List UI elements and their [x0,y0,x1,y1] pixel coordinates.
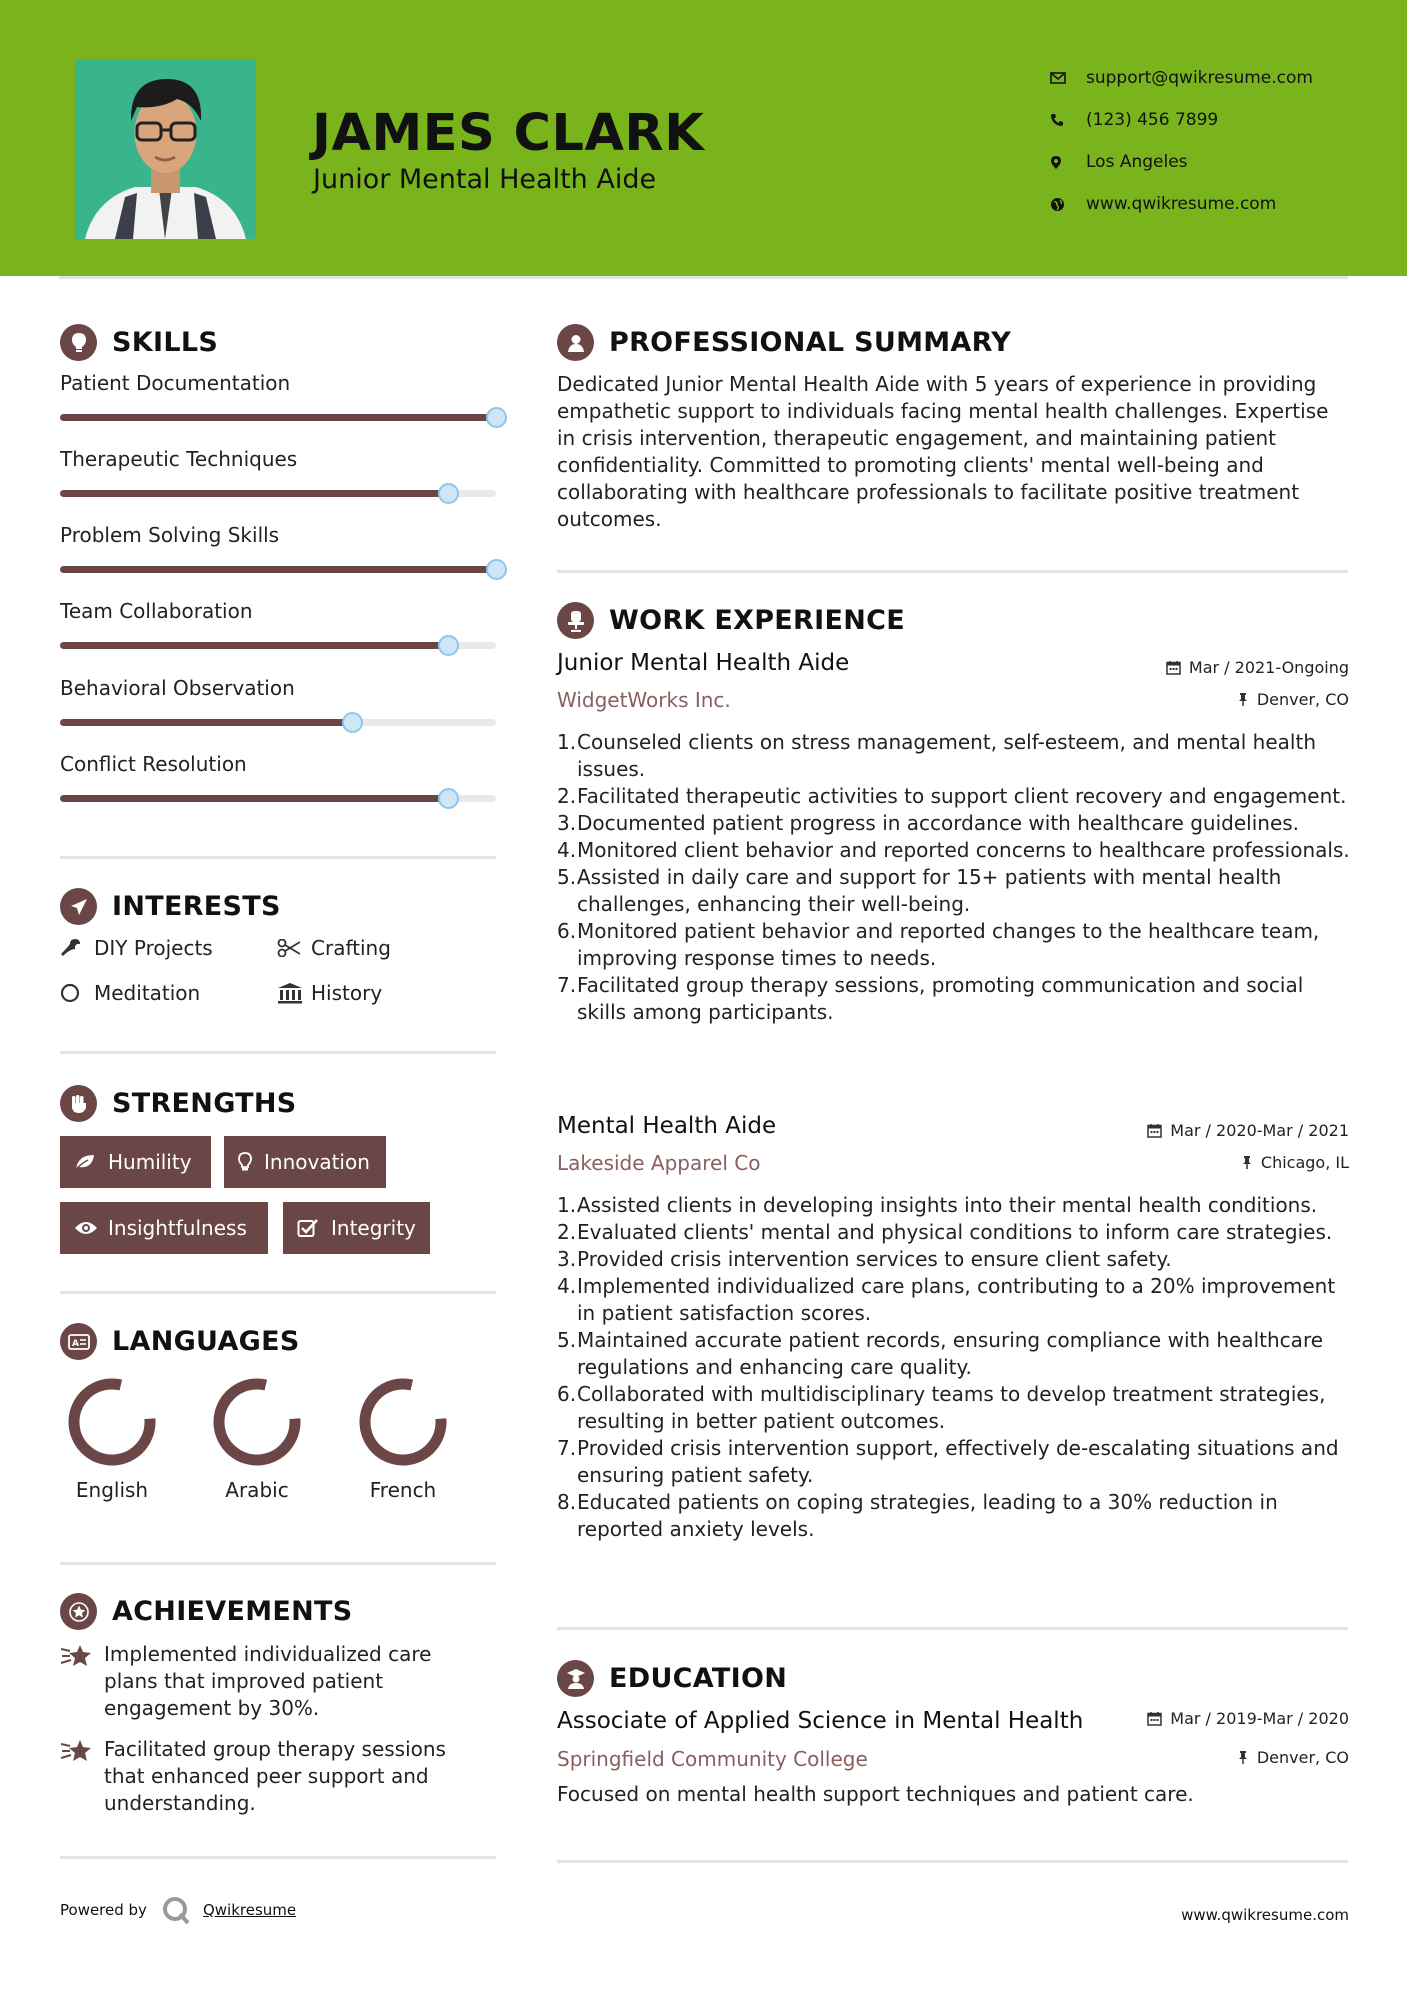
lightbulb-icon [60,324,97,361]
contact-location: Los Angeles [1050,141,1313,183]
divider [557,570,1348,573]
summary-header: PROFESSIONAL SUMMARY [557,324,1011,361]
skill-label: Problem Solving Skills [60,523,280,547]
pin-icon [1237,692,1249,707]
duty-number: 5. [557,865,577,889]
lightbulb-icon [238,1152,264,1172]
interest-item: Crafting [277,936,391,960]
footer-branding: Powered by Qwikresume [60,1895,296,1925]
duty-text: Provided crisis intervention support, effectively de-escalating situations and ensuring patient safety. [577,1436,1339,1487]
strength-badge: Innovation [224,1136,386,1188]
skill-level-knob [438,788,459,809]
job-duties [557,729,1350,1026]
fist-icon [60,1085,97,1122]
skill-bar [60,719,496,726]
language-ring [197,1376,317,1468]
duty-number: 8. [557,1490,577,1514]
id-card-icon [60,1323,97,1360]
achievement-item: Facilitated group therapy sessions that enhanced peer support and understanding. [60,1736,480,1817]
graduate-icon [557,1660,594,1697]
skill-label: Team Collaboration [60,599,253,623]
education-location: Denver, CO [1237,1748,1349,1767]
contact-phone[interactable]: (123) 456 7899 [1050,99,1313,141]
duty-text: Counseled clients on stress management, self-esteem, and mental health issues. [577,730,1316,781]
strengths-header: STRENGTHS [60,1085,297,1122]
skill-level-knob [438,483,459,504]
skill-level-knob [438,635,459,656]
languages-header: A LANGUAGES [60,1323,300,1360]
duty-number: 5. [557,1328,577,1352]
degree-title: Associate of Applied Science in Mental Health [557,1708,1084,1734]
skill-bar [60,490,496,497]
language-ring [52,1376,172,1468]
pin-icon [1241,1155,1253,1170]
skill-item [60,752,496,776]
company-name: WidgetWorks Inc. [557,688,731,712]
qwikresume-logo-icon [161,1895,191,1925]
mail-icon [1050,72,1086,84]
globe-icon [1050,197,1086,212]
calendar-icon [1147,1123,1162,1138]
interest-item: DIY Projects [60,936,213,960]
duty-item [557,810,1350,837]
job-title: Mental Health Aide [557,1113,777,1139]
skill-item [60,523,496,547]
skills-header: SKILLS [60,324,218,361]
education-header: EDUCATION [557,1660,787,1697]
user-icon [557,324,594,361]
duty-text: Documented patient progress in accordance with healthcare guidelines. [577,811,1300,835]
duty-item [557,837,1350,864]
divider [60,1291,496,1294]
job-dates: Mar / 2020-Mar / 2021 [1147,1121,1349,1140]
interests-header: INTERESTS [60,888,281,925]
skill-label: Patient Documentation [60,371,291,395]
duty-item [557,1435,1350,1489]
divider [60,1856,496,1859]
duty-text: Monitored client behavior and reported concerns to healthcare professionals. [577,838,1350,862]
interest-item: Meditation [60,981,200,1005]
duty-number: 2. [557,784,577,808]
duty-text: Provided crisis intervention services to ensure client safety. [577,1247,1172,1271]
divider [60,856,496,859]
skill-item [60,447,496,471]
candidate-name: JAMES CLARK [312,104,705,163]
duty-item [557,1192,1350,1219]
duty-number: 6. [557,919,577,943]
skill-item [60,371,496,395]
contact-website[interactable]: www.qwikresume.com [1050,183,1313,225]
checkbox-icon [297,1218,331,1238]
achievement-item: Implemented individualized care plans that improved patient engagement by 30%. [60,1641,480,1722]
divider [557,1860,1348,1863]
job-title: Junior Mental Health Aide [557,650,850,676]
duty-number: 7. [557,1436,577,1460]
duty-number: 4. [557,838,577,862]
achievements-header: ACHIEVEMENTS [60,1593,353,1630]
duty-text: Assisted in daily care and support for 15+ patients with mental health challenges, enhancing their well-being. [577,865,1282,916]
bank-icon [277,982,311,1004]
divider [60,1562,496,1565]
language-item [197,1376,317,1502]
language-label: Arabic [225,1478,289,1502]
leaf-icon [74,1153,108,1171]
language-item [52,1376,172,1502]
duty-number: 1. [557,730,577,754]
education-dates: Mar / 2019-Mar / 2020 [1147,1709,1349,1728]
interest-item: History [277,981,382,1005]
shooting-star-icon [60,1736,104,1817]
duty-item [557,1219,1350,1246]
duty-text: Evaluated clients' mental and physical conditions to inform care strategies. [577,1220,1333,1244]
skill-item [60,676,496,700]
qwikresume-link[interactable]: Qwikresume [202,1901,297,1919]
language-item [343,1376,463,1502]
school-name: Springfield Community College [557,1747,868,1771]
experience-header: WORK EXPERIENCE [557,602,905,639]
strength-badge: Insightfulness [60,1202,268,1254]
candidate-job-title: Junior Mental Health Aide [313,164,657,195]
header-divider [59,276,1348,279]
strength-badge: Humility [60,1136,211,1188]
footer-url[interactable]: www.qwikresume.com [1181,1906,1349,1924]
divider [557,1627,1348,1630]
skill-bar-fill [60,719,352,726]
location-icon [1050,155,1086,170]
divider [60,1051,496,1054]
language-ring [343,1376,463,1468]
duty-text: Facilitated therapeutic activities to support client recovery and engagement. [577,784,1347,808]
duty-text: Implemented individualized care plans, contributing to a 20% improvement in patient satisfaction scores. [577,1274,1336,1325]
duty-item [557,1273,1350,1327]
calendar-icon [1147,1711,1162,1726]
skill-bar-fill [60,795,448,802]
scissors-icon [277,939,311,957]
skill-bar-fill [60,566,496,573]
language-level-arc [71,1381,153,1463]
svg-text:A: A [71,1338,79,1349]
job-location: Denver, CO [1237,690,1349,709]
duty-item [557,1246,1350,1273]
skill-level-knob [486,407,507,428]
skill-item [60,599,496,623]
language-label: French [369,1478,437,1502]
duty-item [557,918,1350,972]
duty-number: 6. [557,1382,577,1406]
duty-item [557,783,1350,810]
education-description: Focused on mental health support techniques and patient care. [557,1782,1194,1806]
strength-badge: Integrity [283,1202,430,1254]
star-badge-icon [60,1593,97,1630]
skill-label: Conflict Resolution [60,752,247,776]
skill-bar [60,414,496,421]
skill-bar [60,642,496,649]
duty-text: Collaborated with multidisciplinary teams to develop treatment strategies, resulting in better patient outcomes. [577,1382,1326,1433]
skill-bar-fill [60,490,448,497]
contact-email[interactable]: support@qwikresume.com [1050,57,1313,99]
skill-label: Behavioral Observation [60,676,295,700]
summary-text: Dedicated Junior Mental Health Aide with 5 years of experience in providing empathetic support to individuals facing mental health challenges. Expertise in crisis intervention, therapeutic engagement, and maintaining patient confidentiality. Committed to promoting clients' mental well-being and collaborating with healthcare professionals to facilitate positive treatment outcomes. [557,372,1329,531]
duty-text: Maintained accurate patient records, ensuring compliance with healthcare regulations and enhancing care quality. [577,1328,1324,1379]
calendar-icon [1166,660,1181,675]
duty-text: Assisted clients in developing insights into their mental health conditions. [577,1193,1318,1217]
wrench-icon [60,937,94,959]
duty-text: Facilitated group therapy sessions, promoting communication and social skills among participants. [577,973,1304,1024]
shooting-star-icon [60,1641,104,1722]
duty-item [557,1327,1350,1381]
company-name: Lakeside Apparel Co [557,1151,761,1175]
duty-item [557,972,1350,1026]
skill-label: Therapeutic Techniques [60,447,298,471]
phone-icon [1050,113,1086,127]
language-level-arc [216,1381,298,1463]
duty-item [557,1489,1350,1543]
skill-level-knob [486,559,507,580]
job-dates: Mar / 2021-Ongoing [1166,658,1349,677]
skill-bar [60,566,496,573]
language-label: English [75,1478,149,1502]
job-location: Chicago, IL [1241,1153,1349,1172]
profile-photo [75,59,256,239]
duty-item [557,729,1350,783]
duty-number: 7. [557,973,577,997]
job-duties [557,1192,1350,1543]
pin-icon [1237,1750,1249,1765]
skill-bar-fill [60,642,448,649]
duty-item [557,864,1350,918]
duty-number: 3. [557,1247,577,1271]
duty-number: 3. [557,811,577,835]
contact-list [1050,57,1313,225]
chair-icon [557,602,594,639]
skill-bar [60,795,496,802]
skill-bar-fill [60,414,496,421]
duty-text: Monitored patient behavior and reported changes to the healthcare team, improving response times to needs. [577,919,1320,970]
duty-text: Educated patients on coping strategies, leading to a 30% reduction in reported anxiety levels. [577,1490,1278,1541]
duty-number: 1. [557,1193,577,1217]
duty-number: 2. [557,1220,577,1244]
language-level-arc [362,1381,444,1463]
circle-icon [60,983,94,1003]
duty-number: 4. [557,1274,577,1298]
duty-item [557,1381,1350,1435]
paper-plane-icon [60,888,97,925]
eye-icon [74,1220,108,1236]
skill-level-knob [342,712,363,733]
